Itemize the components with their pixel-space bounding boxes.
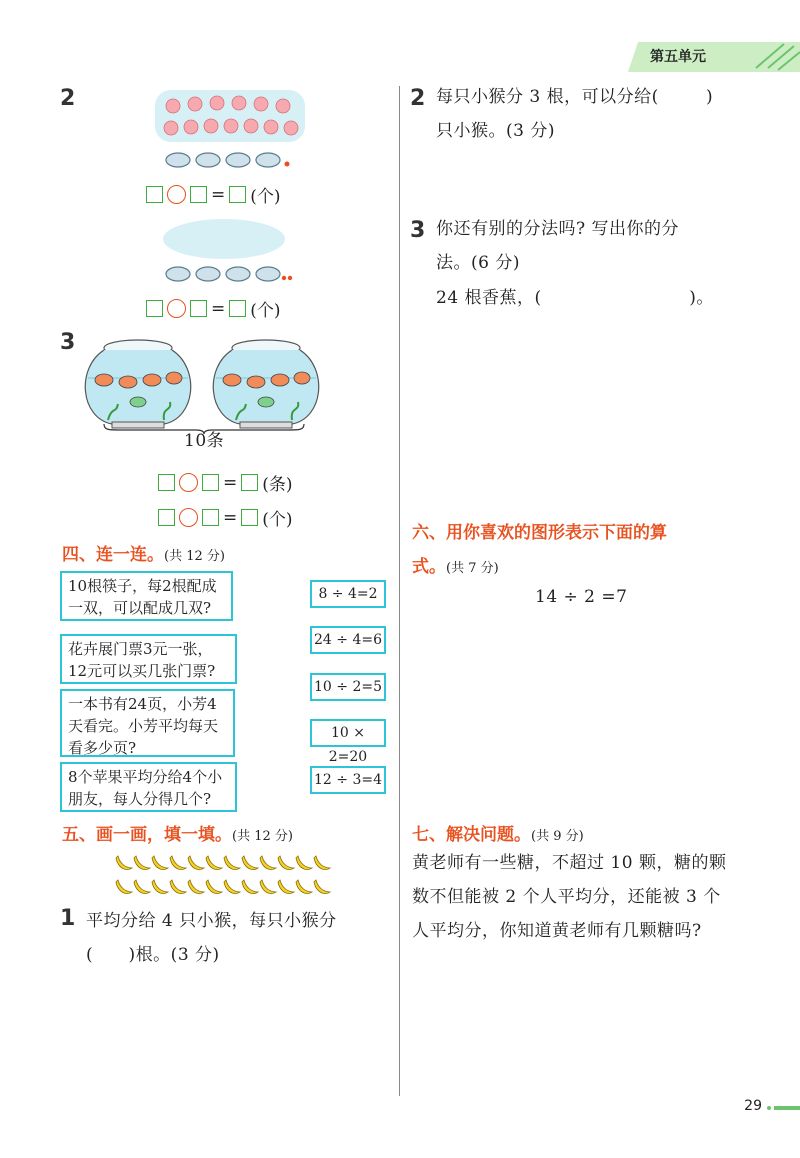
equals-sign: = [223, 507, 238, 528]
page-number-bar [766, 1104, 800, 1112]
match-question[interactable]: 花卉展门票3元一张，12元可以买几张门票? [60, 634, 237, 684]
match-answer[interactable]: 12 ÷ 3=4 [310, 766, 386, 794]
problem-text: 数不但能被 2 个人平均分，还能被 3 个 [412, 887, 721, 907]
total-label: 10条 [184, 431, 225, 451]
question-text: 平均分给 4 只小猴，每只小猴分 [86, 911, 337, 931]
match-answer[interactable]: 8 ÷ 4=2 [310, 580, 386, 608]
answer-square[interactable] [202, 474, 219, 491]
operator-circle[interactable] [179, 473, 198, 492]
question-text: 24 根香蕉，( )。 [436, 288, 714, 308]
question-text: 只小猴。(3 分) [436, 121, 555, 141]
operator-circle[interactable] [167, 299, 186, 318]
equals-sign: = [211, 184, 226, 205]
question-number: 1 [60, 906, 76, 931]
bananas-illustration [114, 852, 336, 900]
equation-row [146, 182, 281, 207]
operator-circle[interactable] [167, 185, 186, 204]
question-text: ( )根。(3 分) [86, 945, 220, 965]
unit-label: (个) [250, 187, 281, 207]
answer-square[interactable] [241, 509, 258, 526]
section-title [62, 540, 225, 565]
column-divider [399, 86, 400, 1096]
answer-square[interactable] [146, 300, 163, 317]
section-points: (共 9 分) [531, 829, 584, 844]
question-number: 3 [60, 330, 76, 355]
problem-text: 黄老师有一些糖，不超过 10 颗，糖的颗 [412, 853, 727, 873]
answer-square[interactable] [229, 300, 246, 317]
equals-sign: = [223, 472, 238, 493]
question-text: 每只小猴分 3 根，可以分给( ) [436, 87, 714, 107]
section-title [412, 820, 584, 845]
unit-label: (个) [262, 510, 293, 530]
answer-square[interactable] [158, 509, 175, 526]
question-number: 2 [410, 86, 426, 111]
question-text: 你还有别的分法吗? 写出你的分 [436, 219, 680, 239]
unit-label: (条) [262, 475, 293, 495]
page-number: 29 [744, 1098, 762, 1114]
unit-label: 第五单元 [650, 49, 706, 65]
peaches-illustration [155, 90, 305, 142]
answer-square[interactable] [190, 186, 207, 203]
problem-text: 人平均分，你知道黄老师有几颗糖吗? [412, 921, 702, 941]
match-question[interactable]: 8个苹果平均分给4个小朋友，每人分得几个? [60, 762, 237, 812]
match-answer[interactable]: 10 × 2=20 [310, 719, 386, 747]
question-number: 3 [410, 218, 426, 243]
answer-square[interactable] [202, 509, 219, 526]
section-title [62, 820, 293, 845]
section-title-text: 四、连一连。 [62, 545, 164, 565]
equation-row [158, 470, 293, 495]
fishbowls-illustration [82, 328, 322, 434]
section-points: (共 12 分) [164, 549, 225, 564]
question-text: 法。(6 分) [436, 253, 520, 273]
answer-square[interactable] [158, 474, 175, 491]
unit-label: (个) [250, 301, 281, 321]
empty-group-illustration [162, 218, 287, 260]
answer-square[interactable] [229, 186, 246, 203]
section-title: 六、用你喜欢的图形表示下面的算 [412, 523, 667, 543]
operator-circle[interactable] [179, 508, 198, 527]
answer-square[interactable] [241, 474, 258, 491]
section-points: (共 12 分) [232, 829, 293, 844]
match-question[interactable]: 10根筷子，每2根配成一双，可以配成几双? [60, 571, 233, 621]
section-title-text: 五、画一画，填一填。 [62, 825, 232, 845]
match-question[interactable]: 一本书有24页，小芳4天看完。小芳平均每天看多少页? [60, 689, 235, 757]
equals-sign: = [211, 298, 226, 319]
answer-square[interactable] [190, 300, 207, 317]
equation-row [158, 505, 293, 530]
section-title-text: 式。 [412, 557, 446, 577]
section-title-text: 七、解决问题。 [412, 825, 531, 845]
equation-row [146, 296, 281, 321]
section-title [412, 552, 499, 577]
match-answer[interactable]: 24 ÷ 4=6 [310, 626, 386, 654]
plates-illustration [165, 150, 295, 170]
plates-illustration [165, 264, 295, 284]
section-points: (共 7 分) [446, 561, 499, 576]
question-number: 2 [60, 86, 76, 111]
answer-square[interactable] [146, 186, 163, 203]
match-answer[interactable]: 10 ÷ 2=5 [310, 673, 386, 701]
equation: 14 ÷ 2 =7 [535, 587, 628, 607]
